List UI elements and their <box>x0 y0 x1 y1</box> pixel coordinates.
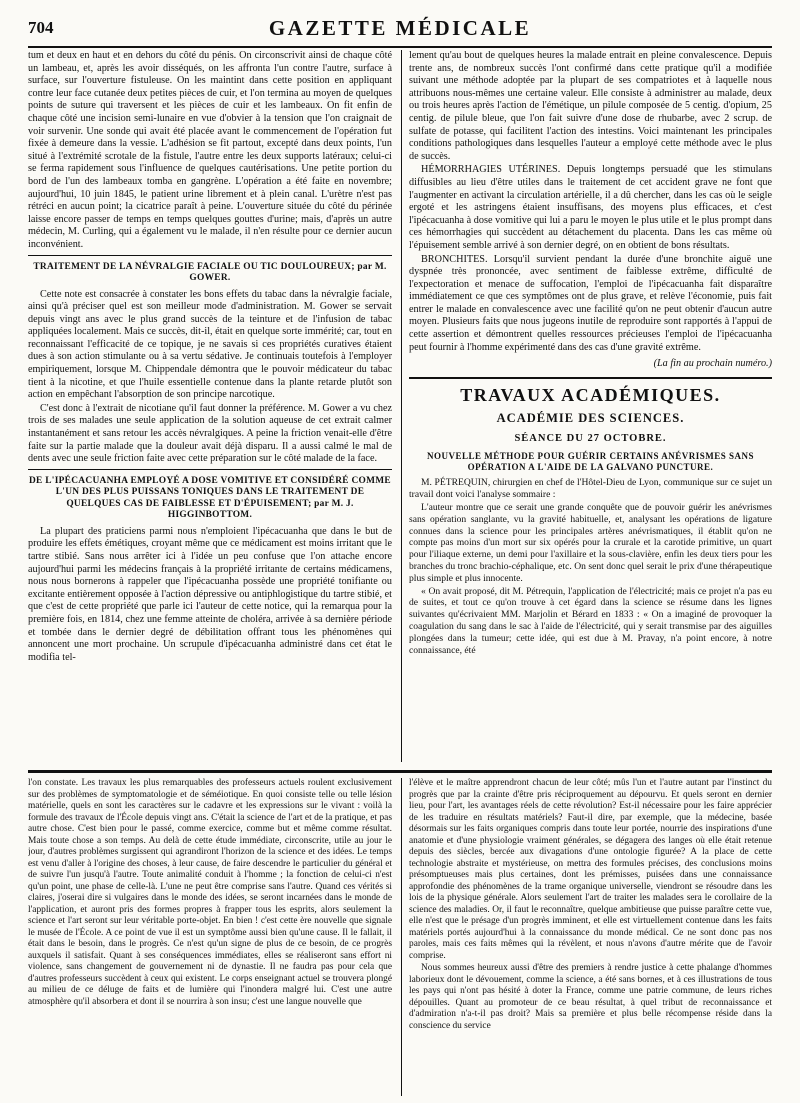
paragraph: M. PÉTREQUIN, chirurgien en chef de l'Hôtel-Dieu de Lyon, communique sur ce sujet un travail dont voici l'analyse sommaire : <box>409 477 772 501</box>
page-header <box>28 14 772 44</box>
paragraph: lement qu'au bout de quelques heures la malade entrait en pleine convalescence. Depuis trente ans, de nombreux succès l'ont confirmé dans cette pratique qu'il a modifiée suivant une méthode adoptée par la plupart de ses compatriotes et à laquelle nous attribuons nous-mêmes une certaine valeur. Elle consiste à administrer au malade, deux ou trois heures après l'action de l'émétique, un pilule composée de 5 centig. d'opium, 25 centig. de pilule bleue, que l'on fait suivre d'une dose de rhubarbe, avec 2 scrup. de sulfate de potasse, qui facilitent l'action des intestins. Voici maintenant les principales conditions pathologiques dans lesquelles l'auteur a employé cette méthode avec le plus de succès. <box>409 50 772 162</box>
paragraph: La plupart des praticiens parmi nous n'emploient l'ipécacuanha que dans le but de produire les effets émétiques, croyant même que ce médicament est moins irritant que le tartre stibié. Sans nous arrêter ici à l'idée un peu confuse que l'on attache encore aujourd'hui parmi les médecins français à la propriété irritante de certains médicamens, nous nous bornerons à rappeler que l'ipécacuanha possède une propriété tonifiante ou excitante entièrement opposée à l'action dépressive ou antiphlogistique du tartre stibié, et que c'est de cette propriété que parle ici l'auteur de cette notice, qui la remarqua pour la première fois, en 1814, chez une femme atteinte de choléra, arrivée à sa dernière période et tombée dans le dernier degré de débilitation offrant tous les phénomènes qui annoncent une mort prochaine. Un scrupule d'ipécacuanha administré dans cet état le modifia tel- <box>28 525 392 663</box>
section-rule <box>28 255 392 256</box>
page-number: 704 <box>28 18 54 37</box>
paragraph: C'est donc à l'extrait de nicotiane qu'il faut donner la préférence. M. Gower a vu chez trois de ses malades une seule application de la solution aqueuse de cet extrait calmer instantanément et sans retour les accès névralgiques. A peine la friction venait-elle d'être faite sur la partie malade que la douleur avait déjà disparu. Il a aussi calmé le mal de dents avec une seule friction faite avec cette préparation sur le côté malade de la face. <box>28 402 392 465</box>
paragraph: Cette note est consacrée à constater les bons effets du tabac dans la névralgie faciale, ainsi qu'à préciser quel est son meilleur mode d'administration. M. Gower se servait depuis vingt ans avec le plus grand succès de la teinture et de l'infusion de tabac appliquées localement. Mais ce succès, dit-il, était en quelque sorte immérité; car, tout en reconnaissant l'efficacité de ce topique, je ne savais si ces propriétés curatives étaient dues à son action stimulante ou à sa vertu sédative. Je continuais toutefois à l'employer empiriquement, lorsque M. Chippendale démontra que le pouvoir médicateur du tabac tient à la nicotine, et que l'huile essentielle contenue dans la plante retarde plutôt son action en empêchant l'absorption de son principe narcotique. <box>28 288 392 401</box>
bottom-right-column <box>409 778 772 1096</box>
paragraph-hemorrhagies: HÉMORRHAGIES UTÉRINES. Depuis longtemps persuadé que les stimulans diffusibles au lieu d'être utiles dans le traitement de cet accident grave ne font que l'augmenter en activant la circulation artérielle, il a dû chercher, dans les cas où le seigle ergoté et les astringens étaient insuffisans, des moyens plus efficaces, et c'est l'ipécacuanha à dose vomitive qui lui a paru le moyen le plus utile et le plus prompt dans ces hémorrhagies qui succèdent au détachement du placenta. Dans les cas même où l'épuisement semble arrivé à son dernier degré, on en obtient de bons résultats. <box>409 164 772 251</box>
seance-date: SÉANCE DU 27 OCTOBRE. <box>514 432 667 444</box>
continued-note: (La fin au prochain numéro.) <box>653 358 772 370</box>
journal-title: GAZETTE MÉDICALE <box>268 16 532 40</box>
paragraph-bronchites: BRONCHITES. Lorsqu'il survient pendant la durée d'une bronchite aiguë une dyspnée très prononcée, avec sentiment de faiblesse extrême, difficulté de l'expectoration et menace de suffocation, l'emploi de l'ipécacuanha fait disparaître immédiatement ce que ces symptômes ont de plus grave, et relève l'économie, puis fait entrer le malade en convalescence avec une facilité qu'on ne peut obtenir d'aucun autre moyen. Plusieurs faits que nous jugeons inutile de reproduire sont rapportés à l'appui de cette assertion et démontrent quelles ressources précieuses l'emploi de l'ipécacuanha peut fournir à l'homme expérimenté dans des cas d'une gravité extrême. <box>409 253 772 353</box>
column-divider <box>401 50 402 762</box>
left-column <box>28 50 392 762</box>
paragraph: l'élève et le maître apprendront chacun de leur côté; mûs l'un et l'autre autant par l'instinct du progrès que par la crainte d'être pris réciproquement au dépourvu. Et quels seront en dernier lieu, pour l'art, les avantages réels de cette révolution? Est-il nécessaire pour les faire apprécier de les traduire en résultats matériels? Faut-il dire, par exemple, que la médecine, basée désormais sur les faits organiques compris dans toute leur portée, nourrie des inspirations d'une anatomie et d'une physiologie vraiment générales, se dégagera des langes où elle était retenue depuis des siècles, bercée aux divagations d'une ontologie figurée? A la place de cette technologie abstraite et mystérieuse, on mettra des formules précises, des conclusions moins présomptueuses mais plus certaines, dont les prémisses, puisées dans une connaissance approfondie des phénomènes de la trame organique universelle, viendront se résoudre dans les lois de la physique générale. Alors seulement l'art de traiter les malades sera le corollaire de la science des maladies. Or, il faut le reconnaître, quelque ambitieuse que puisse paraître cette vue, elle n'est que le présage d'un progrès imminent, et elle est virtuellement contenue dans les faits matériels portés aujourd'hui à la connaissance du monde médical. Ce ne sont donc pas nos paroles, mais ces faits mêmes qui la révèlent, et nous n'avons d'autre mérite que de l'avoir comprise. <box>409 778 772 961</box>
academy-subtitle: ACADÉMIE DES SCIENCES. <box>496 410 685 425</box>
intro-paragraph: tum et deux en haut et en dehors du côté du pénis. On circonscrivit ainsi de chaque côté un lambeau, et, après les avoir disséqués, on les affronta l'un contre l'autre, surface à surface, sur l'ouverture fistuleuse. On les maintint dans cette position en appliquant contre leur face cutanée deux petites pièces de cuir, et l'on termina au moyen de quelques points de suture qui traversent et les pièces de cuir et les lambeaux. On fit enfin de chaque côté une incision semi-lunaire en vue d'obvier à la tension que l'on craignait de voir survenir. Une sonde qui avait été placée avant le commencement de l'opération fut fixée à demeure dans la vessie. L'adhésion se fit partout, excepté dans deux points, l'un situé à l'extrémité scrotale de la fistule, l'autre entre les deux supports latéraux; celui-ci se ferma rapidement sous l'influence de quelques cautérisations. Une petite portion du bord de l'un des lambeaux tomba en gangrène. L'opération a été faite en novembre; aujourd'hui, 10 juin 1845, le patient urine librement et à plein canal. L'urètre n'est pas rétréci en aucun point; la cicatrice paraît à peine. L'ouverture située du côté du périnée laisse encore passer de temps en temps quelques gouttes d'urine; mais, d'après un autre médecin, M. Curling, qui a également vu le malade, il n'en résulte pour ce dernier aucun inconvénient. <box>28 50 392 250</box>
paragraph: l'on constate. Les travaux les plus remarquables des professeurs actuels roulent exclusivement sur des problèmes de symptomatologie et de séméiotique. En quoi consiste telle ou telle lésion matérielle, quels en sont les caractères sur le cadavre et les expressions sur le vivant : voilà la formule des travaux de l'École depuis vingt ans. C'était la science de l'art et de la pratique, et pas autre chose. C'est bien pour le passé, comme exercice, comme but et même comme résultat. Mais toute chose a son temps. Au delà de cette étude immédiate, circonscrite, utile au jour le jour, d'autres problèmes surgissent qui agrandiront l'horizon de la science et des idées. Le temps est venu d'aller à l'origine des choses, à leur cause, de faire descendre le particulier du général et de suivre l'un jusqu'à l'autre. Toute animalité conduit à l'homme ; la fonction de celui-ci n'est qu'un point, une phase de celle-là. L'une ne peut être comprise sans l'autre. Quand ces vérités si claires, j'oserai dire si vulgaires dans le monde des idées, se seront incarnées dans le monde de l'application, et auront pris des formes propres à frapper tous les esprits, alors seulement la science et l'art seront sur leur véritable porte-objet. En bien ! c'est cette ère nouvelle que signale le musée de l'École. A ce point de vue il est un symptôme aussi bien qu'une cause. Il le fallait, il était dans le besoin, dans le progrès. Ce n'est qu'un signe de plus de ce besoin, de ce progrès auxquels il satisfait. Quant à ses conséquences immédiates, elles se réaliseront sans effort ni violence, sans changement de gouvernement ni de dynastie. Il ne faudra pas pour cela que d'autres professeurs succèdent à ceux qui existent. Le corps enseignant actuel se trouvera plongé au milieu de ce déluge de faits et de lumière qui l'inondera malgré lui. C'est une autre atmosphère qu'il absorbera et dont il se nourrira à son insu; c'est une langue nouvelle que <box>28 778 392 1007</box>
paragraph: Nous sommes heureux aussi d'être des premiers à rendre justice à cette phalange d'hommes laborieux dont le dévouement, comme la science, a été sans bornes, et à ces illustrations de tous les pays qui n'ont pas hésité à doter la France, comme une patrie commune, de leurs riches dépouilles. Quant au promoteur de ce beau résultat, à quel tribut de reconnaissance et d'admiration n'a-t-il pas droit? Mais sa première et plus belle récompense réside dans la conscience du service <box>409 963 772 1031</box>
section-heading-ipecacuanha: DE L'IPÉCACUANHA EMPLOYÉ A DOSE VOMITIVE ET CONSIDÉRÉ COMME L'UN DES PLUS PUISSANS TONIQUES DANS LE TRAITEMENT DE QUELQUES CAS DE FAIBLESSE ET D'ÉPUISEMENT; par M. J. HIGGINBOTTOM. <box>28 475 391 521</box>
method-heading: NOUVELLE MÉTHODE POUR GUÉRIR CERTAINS ANÉVRISMES SANS OPÉRATION A L'AIDE DE LA GALVANO PUNCTURE. <box>426 451 755 473</box>
section-heading-nevralgie: TRAITEMENT DE LA NÉVRALGIE FACIALE OU TIC DOULOUREUX; par M. GOWER. <box>33 261 387 283</box>
bottom-left-column <box>28 778 392 1096</box>
header-rule <box>28 46 772 48</box>
academic-works-title: TRAVAUX ACADÉMIQUES. <box>460 384 721 405</box>
page-split-rule <box>28 770 772 773</box>
section-rule <box>28 469 392 470</box>
paragraph: L'auteur montre que ce serait une grande conquête que de pouvoir guérir les anévrismes sans opération sanglante, vu la gravité habituelle, et, analysant les opérations de ligature connues dans la science pour les principales artères anévrismatiques, il établit qu'on ne compte pas moins d'un mort sur six opérés pour la crurale et la carotide primitive, un quart pour l'iliaque externe, un demi pour l'axillaire et la sous-clavière, enfin les deux tiers pour les branches du tronc brachio-céphalique, etc. On sent donc quel serait le prix d'une thérapeutique plus simple et plus innocente. <box>409 502 772 584</box>
section-rule <box>409 377 772 379</box>
right-column <box>409 50 772 762</box>
column-divider <box>401 778 402 1096</box>
paragraph: « On avait proposé, dit M. Pétrequin, l'application de l'électricité; mais ce projet n'a pas eu de suites, et tout ce qu'on trouve à cet égard dans la science se résume dans les lignes suivantes qu'écrivaient MM. Marjolin et Bérard en 1833 : « On a imaginé de provoquer la coagulation du sang dans le sac à l'aide de l'électricité, qui y serait transmise par des aiguilles plongées dans la tumeur; cette idée, qui est due à M. Pravay, n'a point encore, à notre connaissance, été <box>409 585 772 656</box>
